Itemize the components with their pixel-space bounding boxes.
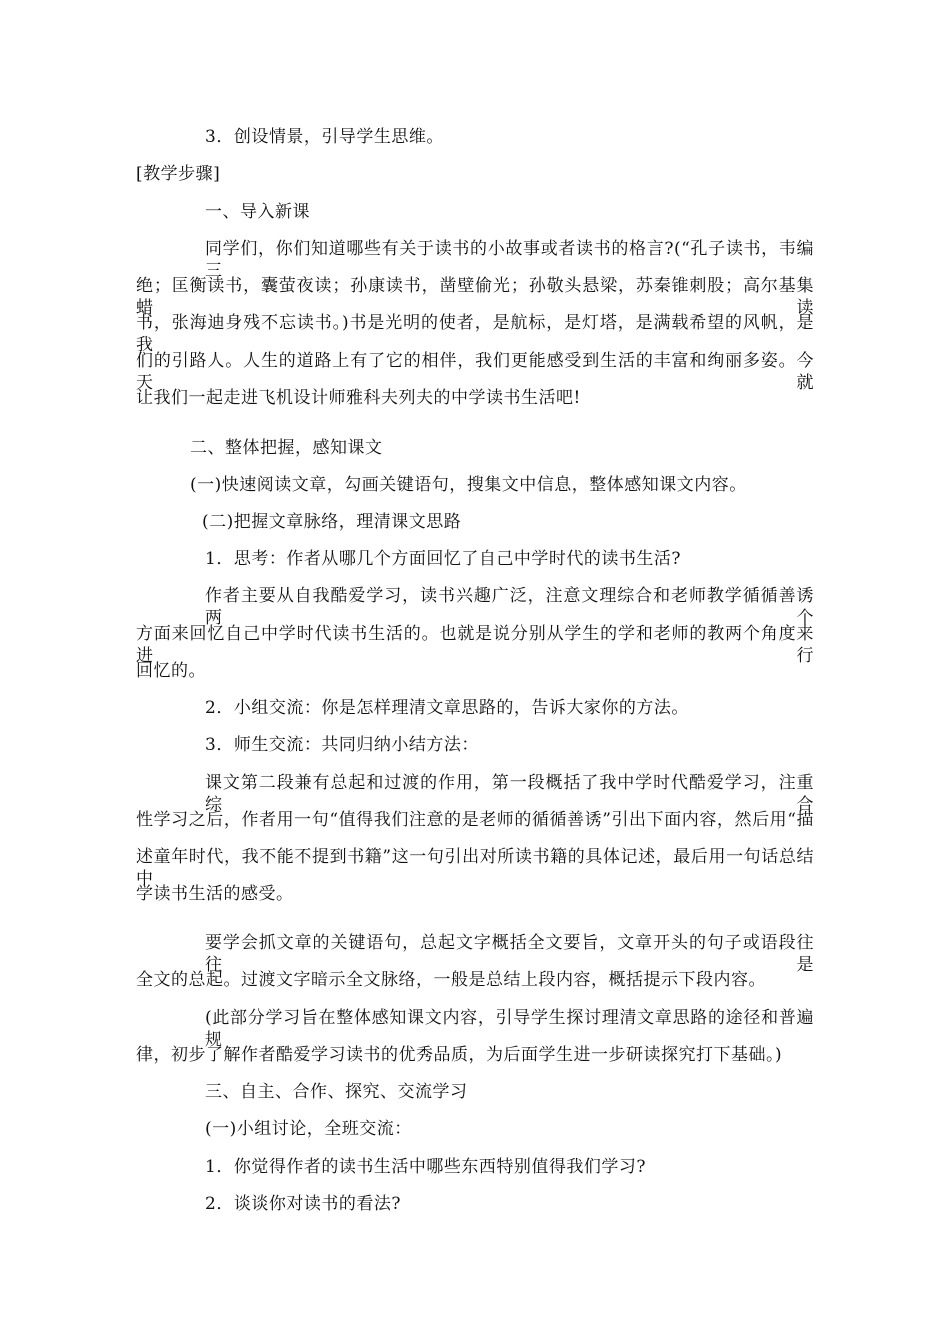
paragraph-line: 让我们一起走进飞机设计师雅科夫列夫的中学读书生活吧! bbox=[136, 388, 581, 408]
paragraph-line: 同学们，你们知道哪些有关于读书的小故事或者读书的格言?(“孔子读书，韦编三 bbox=[205, 239, 814, 281]
discussion-question-1: 1．你觉得作者的读书生活中哪些东西特别值得我们学习? bbox=[205, 1157, 646, 1177]
objective-3: 3．创设情景，引导学生思维。 bbox=[205, 127, 444, 147]
discussion-question-2: 2．谈谈你对读书的看法? bbox=[205, 1194, 401, 1214]
paragraph-line: 述童年时代，我不能不提到书籍”这一句引出对所读书籍的具体记述，最后用一句话总结中 bbox=[136, 847, 814, 889]
paragraph-line: 学读书生活的感受。 bbox=[136, 884, 294, 904]
paragraph-line: 方面来回忆自己中学时代读书生活的。也就是说分别从学生的学和老师的教两个角度来进行 bbox=[136, 624, 814, 666]
heading-overall-grasp: 二、整体把握，感知课文 bbox=[190, 438, 383, 458]
question-3: 3．师生交流：共同归纳小结方法： bbox=[205, 735, 479, 755]
paragraph-line: 要学会抓文章的关键语句，总起文字概括全文要旨，文章开头的句子或语段往往是 bbox=[205, 933, 814, 975]
paragraph-line: 课文第二段兼有总起和过渡的作用，第一段概括了我中学时代酷爱学习，注重综合 bbox=[205, 773, 814, 815]
paragraph-line: 们的引路人。人生的道路上有了它的相伴，我们更能感受到生活的丰富和绚丽多姿。今天就 bbox=[136, 351, 814, 393]
paragraph-line: 全文的总起。过渡文字暗示全文脉络，一般是总结上段内容，概括提示下段内容。 bbox=[136, 970, 766, 990]
question-1: 1．思考：作者从哪几个方面回忆了自己中学时代的读书生活? bbox=[205, 549, 681, 569]
note-line: (此部分学习旨在整体感知课文内容，引导学生探讨理清文章思路的途径和普遍规 bbox=[205, 1008, 814, 1050]
question-2: 2．小组交流：你是怎样理清文章思路的，告诉大家你的方法。 bbox=[205, 698, 689, 718]
heading-self-study: 三、自主、合作、探究、交流学习 bbox=[205, 1082, 468, 1102]
paragraph-line: 绝；匡衡读书，囊萤夜读；孙康读书，凿壁偷光；孙敬头悬梁，苏秦锥刺股；高尔基集蜡读 bbox=[136, 276, 814, 318]
note-line: 律，初步了解作者酷爱学习读书的优秀品质，为后面学生进一步研读探究打下基础。) bbox=[136, 1045, 783, 1065]
paragraph-line: 回忆的。 bbox=[136, 661, 206, 681]
subheading-2: (二)把握文章脉络，理清课文思路 bbox=[202, 512, 462, 532]
subheading-1: (一)快速阅读文章，勾画关键语句，搜集文中信息，整体感知课文内容。 bbox=[190, 475, 747, 495]
paragraph-line: 书，张海迪身残不忘读书。)书是光明的使者，是航标，是灯塔，是满载希望的风帆，是我 bbox=[136, 313, 814, 355]
paragraph-line: 作者主要从自我酷爱学习，读书兴趣广泛，注意文理综合和老师教学循循善诱两个 bbox=[205, 586, 814, 628]
heading-introduction: 一、导入新课 bbox=[205, 202, 310, 222]
section-heading-teaching-steps: [教学步骤] bbox=[136, 164, 221, 184]
subheading-discussion: (一)小组讨论，全班交流： bbox=[205, 1119, 412, 1139]
paragraph-line: 性学习之后，作者用一句“值得我们注意的是老师的循循善诱”引出下面内容，然后用“描 bbox=[136, 810, 814, 830]
